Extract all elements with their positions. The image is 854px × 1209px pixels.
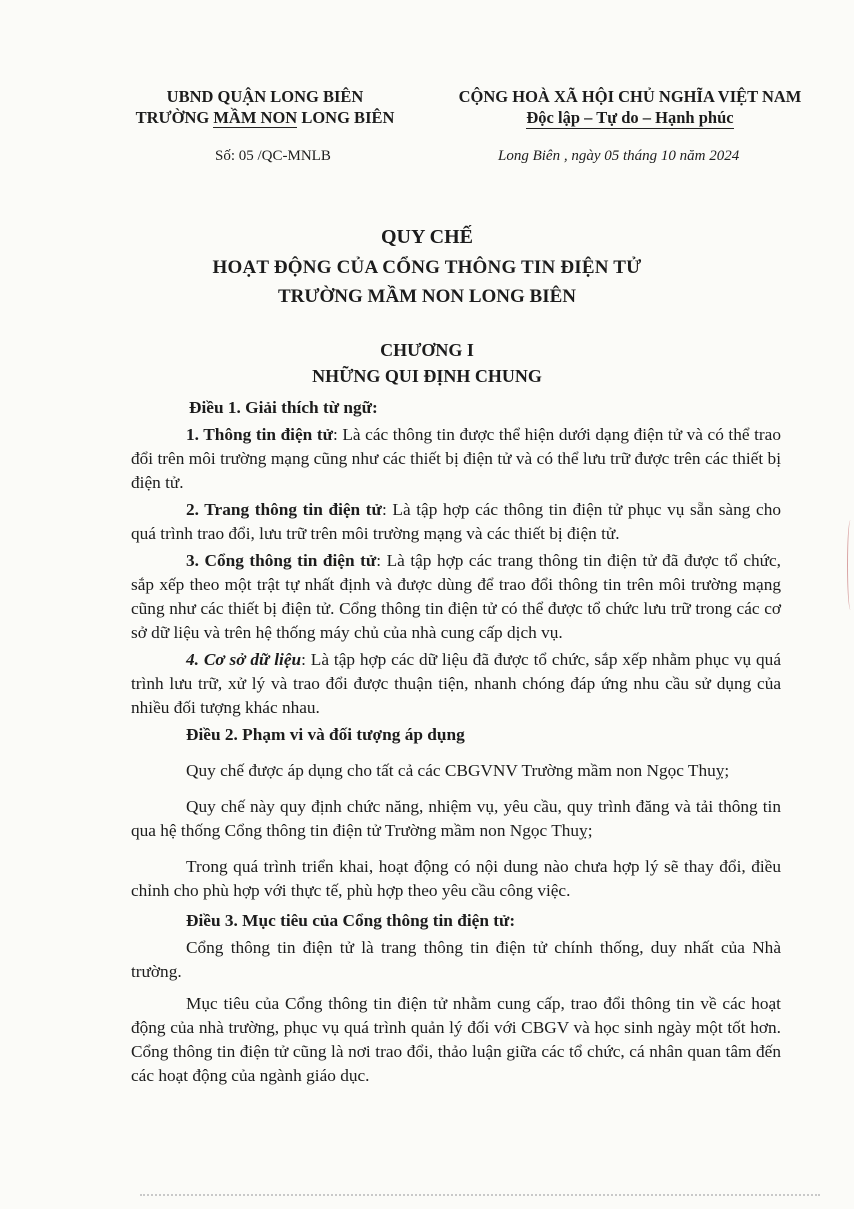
article-2-paragraph: Trong quá trình triển khai, hoạt động có nội dung nào chưa hợp lý sẽ thay đổi, điều chỉnh cho phù hợp với thực tế, phù hợp theo yêu cầu công việc. [131, 857, 781, 900]
document-subtitle-1: HOẠT ĐỘNG CỦA CỔNG THÔNG TIN ĐIỆN TỬ [212, 257, 642, 278]
document-title: QUY CHẾ [380, 226, 474, 248]
issuing-agency [130, 86, 400, 128]
document-number: Số: 05 /QC-MNLB [215, 148, 331, 164]
article-1-item-3: 3. Cổng thông tin điện tử: Là tập hợp các trang thông tin điện tử đã được tổ chức, sắp xếp theo một trật tự nhất định và được dùng để trao đổi thông tin trên môi trường mạng cũng như các thiết bị điện tử. Cổng thông tin điện tử có thể được tổ chức lưu trữ trong các cơ sở dữ liệu và trên hệ thống máy chủ của nhà cung cấp dịch vụ. [131, 551, 781, 642]
article-1-item-4: 4. Cơ sở dữ liệu: Là tập hợp các dữ liệu đã được tổ chức, sắp xếp nhằm phục vụ quá trình lưu trữ, xử lý và trao đổi được thuận tiện, nhanh chóng đáp ứng nhu cầu sử dụng của nhiều đối tượng khác nhau. [131, 650, 781, 717]
article-1-heading: Điều 1. Giải thích từ ngữ: [189, 398, 378, 417]
national-heading [430, 86, 830, 128]
article-3-heading: Điều 3. Mục tiêu của Cổng thông tin điện tử: [186, 911, 516, 930]
chapter-name: NHỮNG QUI ĐỊNH CHUNG [312, 366, 542, 386]
agency-line-2-underlined: MẦM NON [213, 108, 298, 127]
national-name: CỘNG HOÀ XÃ HỘI CHỦ NGHĨA VIỆT NAM [458, 87, 802, 106]
article-3-paragraph: Cổng thông tin điện tử là trang thông tin điện tử chính thống, duy nhất của Nhà trường. [131, 938, 781, 981]
scan-artifact [847, 520, 854, 610]
article-1-item-2: 2. Trang thông tin điện tử: Là tập hợp các thông tin điện tử phục vụ sẵn sàng cho quá trình trao đổi, lưu trữ trên môi trường mạng và các thiết bị điện tử. [131, 500, 781, 543]
document-subtitle-2: TRƯỜNG MẦM NON LONG BIÊN [277, 286, 577, 307]
article-1-item-1: 1. Thông tin điện tử: Là các thông tin được thể hiện dưới dạng điện tử và có thể trao đổi trên môi trường mạng cũng như các thiết bị điện tử và có thể lưu trữ được trên các thiết bị điện tử. [131, 425, 781, 492]
national-motto: Độc lập – Tự do – Hạnh phúc [526, 108, 734, 127]
article-2-paragraph: Quy chế này quy định chức năng, nhiệm vụ, yêu cầu, quy trình đăng và tải thông tin qua hệ thống Cổng thông tin điện tử Trường mầm non Ngọc Thuỵ; [131, 797, 781, 840]
agency-line-2: TRƯỜNG MẦM NON LONG BIÊN [135, 108, 395, 127]
chapter-number: CHƯƠNG I [380, 340, 474, 360]
document-body [131, 396, 781, 1088]
article-2-heading: Điều 2. Phạm vi và đối tượng áp dụng [186, 725, 465, 744]
agency-line-1: UBND QUẬN LONG BIÊN [166, 87, 364, 106]
article-2-paragraph: Quy chế được áp dụng cho tất cả các CBGVNV Trường mầm non Ngọc Thuỵ; [186, 761, 730, 780]
document-date: Long Biên , ngày 05 tháng 10 năm 2024 [498, 148, 740, 164]
article-3-paragraph: Mục tiêu của Cổng thông tin điện tử nhằm cung cấp, trao đổi thông tin về các hoạt động của nhà trường, phục vụ quá trình quản lý đối với CBGV và học sinh ngày một tốt hơn. Cổng thông tin điện tử cũng là nơi trao đổi, thảo luận giữa các tổ chức, cá nhân quan tâm đến các hoạt động của ngành giáo dục. [131, 994, 781, 1085]
scan-edge-artifact [140, 1194, 820, 1200]
national-motto-wrap [430, 107, 830, 128]
